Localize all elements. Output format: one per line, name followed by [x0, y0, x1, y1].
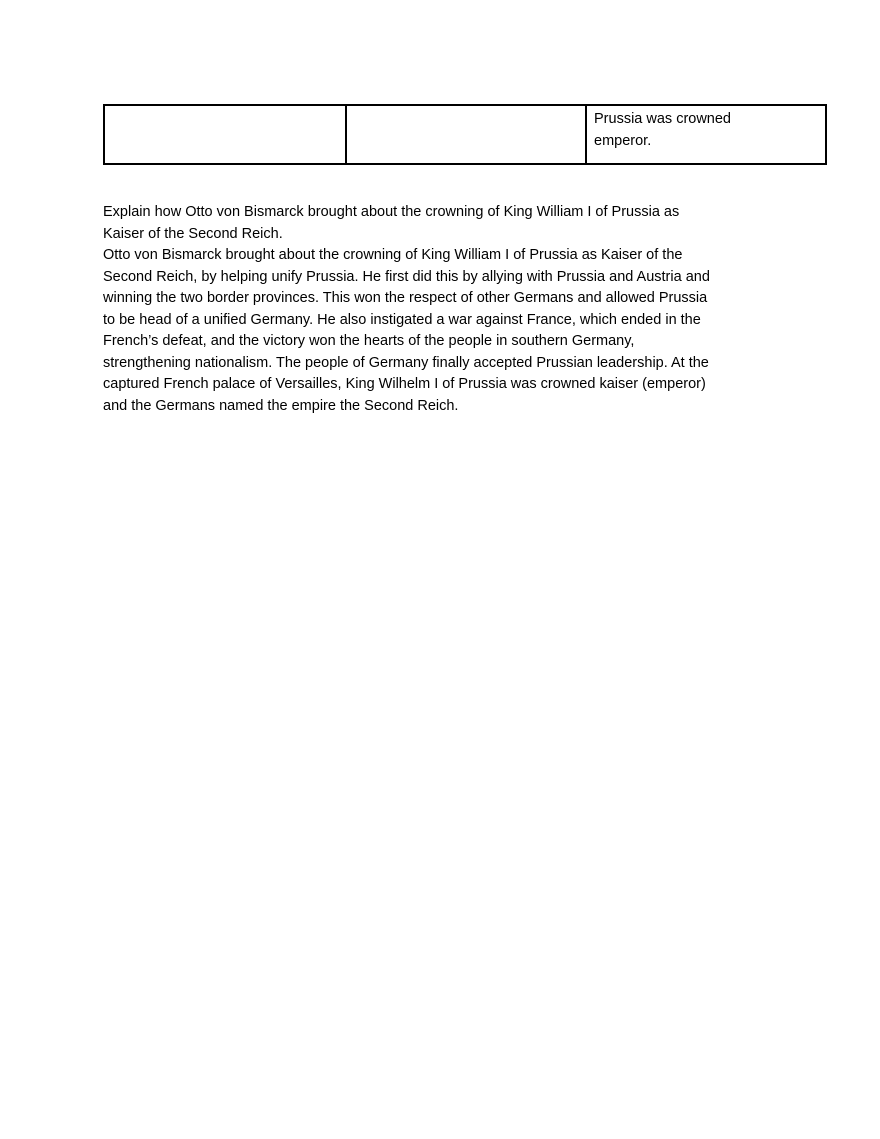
table-cell-empty-1: [104, 105, 346, 164]
text-line: and the Germans named the empire the Second Reich.: [103, 397, 459, 414]
table-cell-empty-2: [346, 105, 586, 164]
document-body: [103, 202, 793, 417]
text-line: Explain how Otto von Bismarck brought about the crowning of King William I of Prussia as: [103, 204, 680, 220]
text-line: Otto von Bismarck brought about the crowning of King William I of Prussia as Kaiser of the: [103, 247, 683, 263]
table-row: [104, 105, 826, 164]
timeline-table: [103, 104, 827, 165]
text-line: Prussia was crowned: [594, 111, 731, 127]
text-line: winning the two border provinces. This won the respect of other Germans and allowed Prussia: [103, 290, 708, 306]
question-paragraph: [103, 202, 793, 245]
table-cell-crowned-emperor: [586, 105, 826, 164]
text-line: French’s defeat, and the victory won the hearts of the people in southern Germany,: [103, 333, 635, 349]
answer-paragraph: [103, 245, 793, 417]
text-line: to be head of a unified Germany. He also instigated a war against France, which ended in the: [103, 311, 701, 328]
text-line: strengthening nationalism. The people of Germany finally accepted Prussian leadership. At the: [103, 354, 709, 371]
text-line: emperor.: [594, 132, 652, 149]
text-line: Kaiser of the Second Reich.: [103, 225, 283, 242]
text-line: Second Reich, by helping unify Prussia. He first did this by allying with Prussia and Austria and: [103, 268, 710, 285]
text-line: captured French palace of Versailles, King Wilhelm I of Prussia was crowned kaiser (emperor): [103, 376, 706, 392]
